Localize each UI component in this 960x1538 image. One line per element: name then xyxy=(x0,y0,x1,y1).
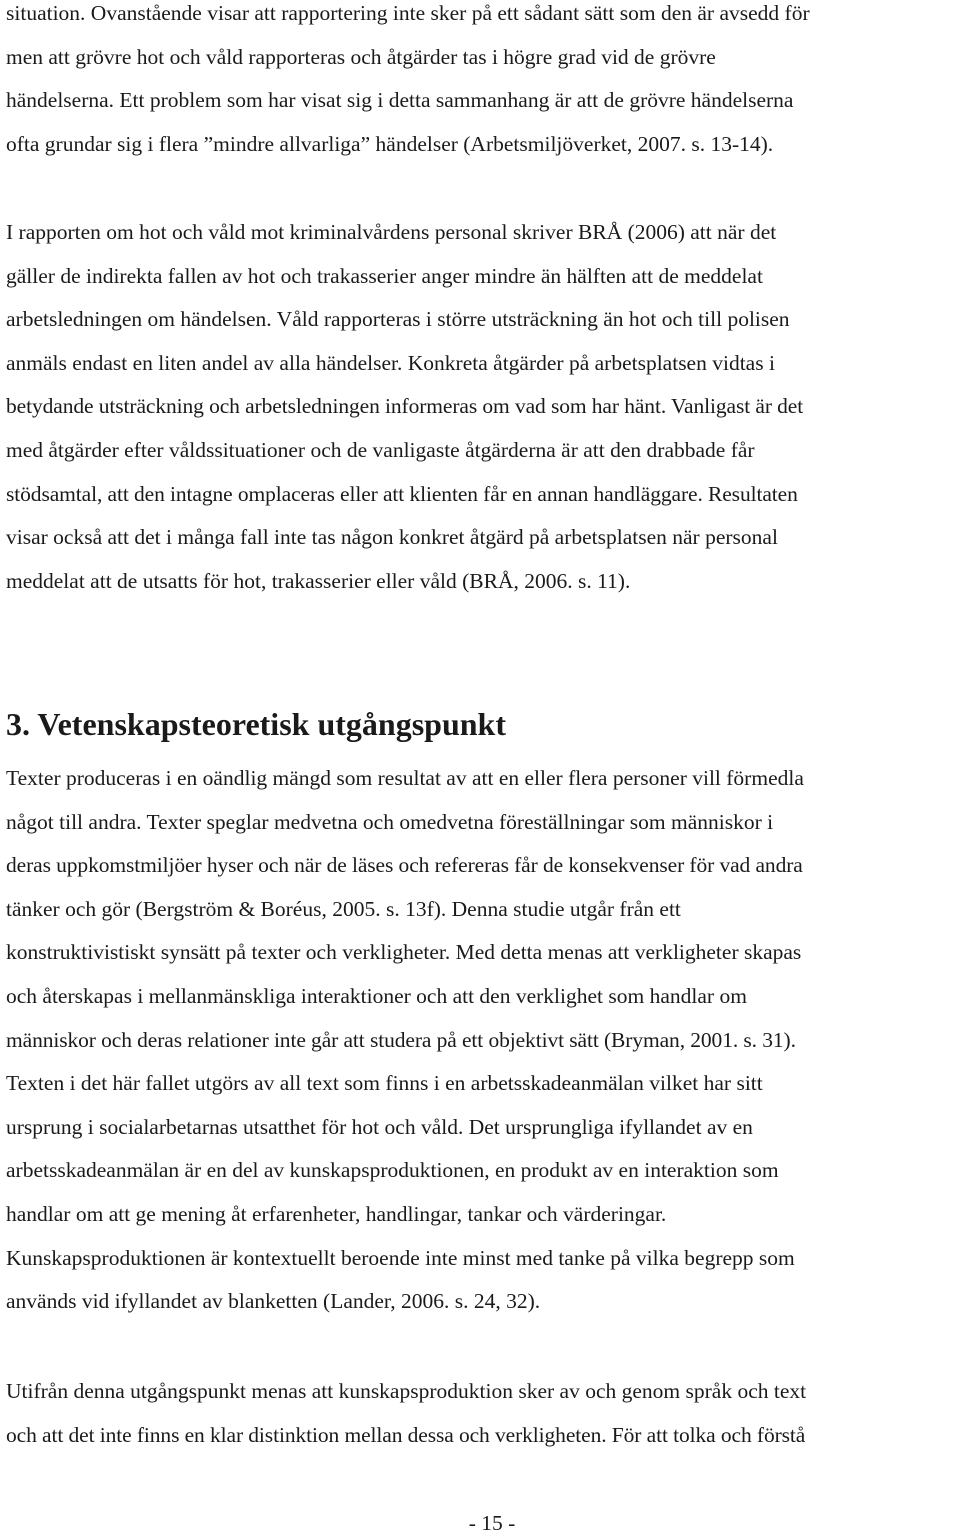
text-line: ursprung i socialarbetarnas utsatthet för hot och våld. Det ursprungliga ifyllandet av en xyxy=(6,1114,753,1139)
text-line: arbetsskadeanmälan är en del av kunskapsproduktionen, en produkt av en interaktion som xyxy=(6,1158,779,1183)
paragraph-starting-point xyxy=(6,1370,806,1457)
text-line: används vid ifyllandet av blanketten (Lander, 2006. s. 24, 32). xyxy=(6,1289,541,1314)
text-line: arbetsledningen om händelsen. Våld rapporteras i större utsträckning än hot och till polisen xyxy=(6,307,790,332)
text-line: meddelat att de utsatts för hot, trakasserier eller våld (BRÅ, 2006. s. 11). xyxy=(6,568,631,593)
text-line: gäller de indirekta fallen av hot och trakasserier anger mindre än hälften att de meddelat xyxy=(6,263,763,288)
paragraph-reporting-summary xyxy=(6,0,810,166)
text-line: men att grövre hot och våld rapporteras och åtgärder tas i högre grad vid de grövre xyxy=(6,44,716,69)
text-line: något till andra. Texter speglar medvetna och omedvetna föreställningar som människor i xyxy=(6,809,774,834)
text-line: deras uppkomstmiljöer hyser och när de läses och refereras får de konsekvenser för vad andra xyxy=(6,853,803,878)
text-line: stödsamtal, att den intagne omplaceras eller att klienten får en annan handläggare. Resultaten xyxy=(6,481,798,506)
text-line: situation. Ovanstående visar att rapportering inte sker på ett sådant sätt som den är avsedd för xyxy=(6,1,810,25)
text-line: och återskapas i mellanmänskliga interaktioner och att den verklighet som handlar om xyxy=(6,983,747,1008)
text-line: och att det inte finns en klar distinktion mellan dessa och verkligheten. För att tolka och förstå xyxy=(6,1422,806,1447)
text-line: anmäls endast en liten andel av alla händelser. Konkreta åtgärder på arbetsplatsen vidtas i xyxy=(6,350,775,375)
paragraph-bra-report xyxy=(6,211,803,603)
text-line: visar också att det i många fall inte tas någon konkret åtgärd på arbetsplatsen när personal xyxy=(6,525,778,550)
text-line: I rapporten om hot och våld mot kriminalvårdens personal skriver BRÅ (2006) att när det xyxy=(6,220,777,244)
text-line: konstruktivistiskt synsätt på texter och verkligheter. Med detta menas att verkligheter skapas xyxy=(6,940,802,965)
text-line: ofta grundar sig i flera ”mindre allvarliga” händelser (Arbetsmiljöverket, 2007. s. 13-14). xyxy=(6,131,774,156)
text-line: handlar om att ge mening åt erfarenheter, handlingar, tankar och värderingar. xyxy=(6,1201,667,1226)
text-line: med åtgärder efter våldssituationer och de vanligaste åtgärderna är att den drabbade får xyxy=(6,437,755,462)
text-line: Texten i det här fallet utgörs av all text som finns i en arbetsskadeanmälan vilket har sitt xyxy=(6,1071,763,1096)
text-line: Kunskapsproduktionen är kontextuellt beroende inte minst med tanke på vilka begrepp som xyxy=(6,1245,795,1270)
text-line: tänker och gör (Bergström & Boréus, 2005. s. 13f). Denna studie utgår från ett xyxy=(6,896,681,921)
text-line: betydande utsträckning och arbetsledningen informeras om vad som har hänt. Vanligast är det xyxy=(6,394,804,419)
section-heading: 3. Vetenskapsteoretisk utgångspunkt xyxy=(6,706,506,742)
page-number: - 15 - xyxy=(468,1511,516,1535)
text-line: Texter produceras i en oändlig mängd som resultat av att en eller flera personer vill förmedla xyxy=(6,766,804,790)
paragraph-theory xyxy=(6,757,804,1324)
text-line: Utifrån denna utgångspunkt menas att kunskapsproduktion sker av och genom språk och text xyxy=(6,1379,807,1403)
text-line: händelserna. Ett problem som har visat sig i detta sammanhang är att de grövre händelserna xyxy=(6,88,794,113)
text-line: människor och deras relationer inte går att studera på ett objektivt sätt (Bryman, 2001. s. 31). xyxy=(6,1027,796,1052)
